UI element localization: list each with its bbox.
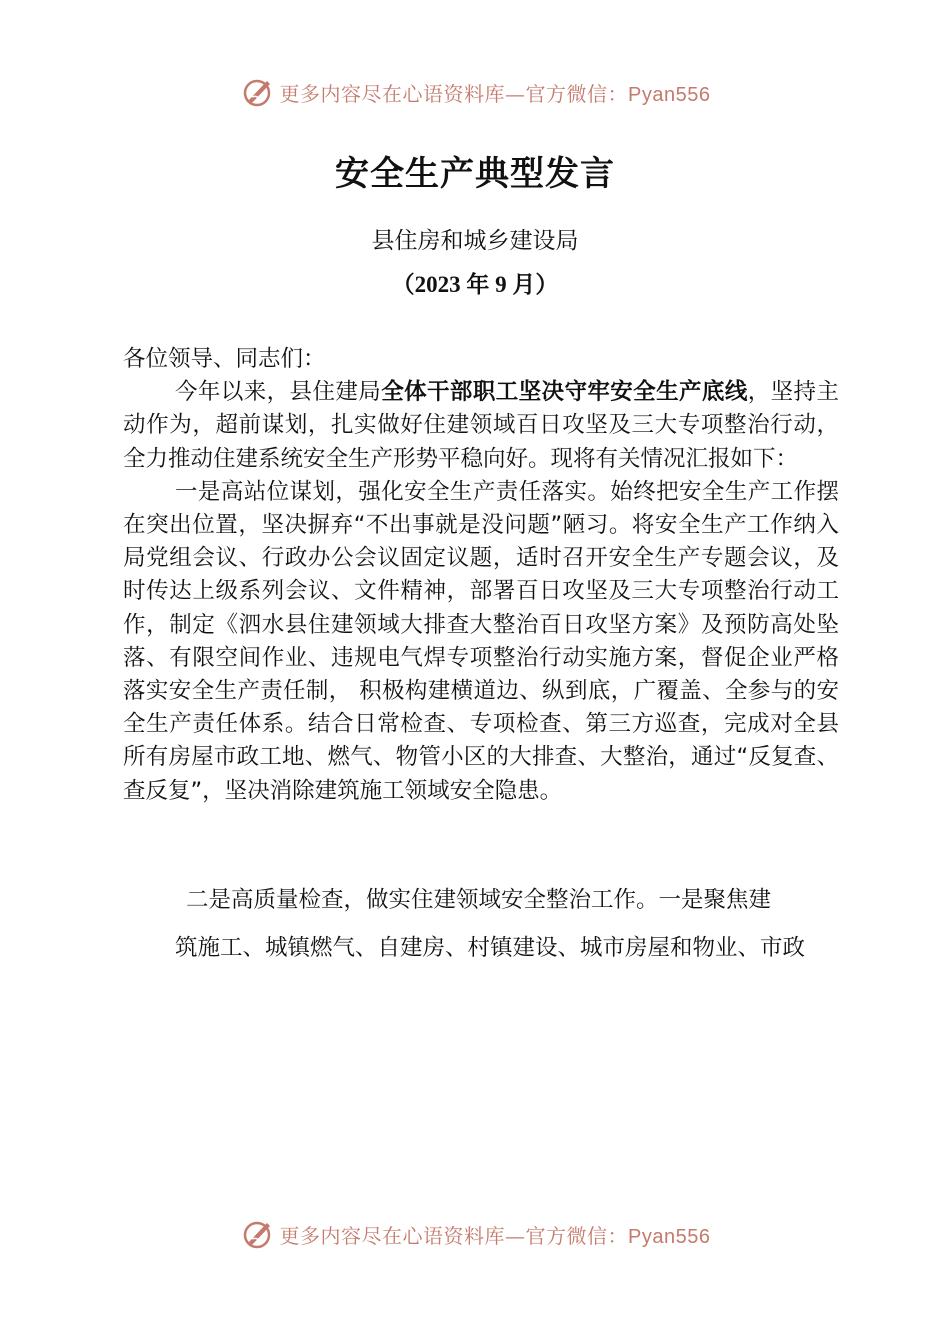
section-one-paragraph: 一是高站位谋划，强化安全生产责任落实。始终把安全生产工作摆在突出位置，坚决摒弃“不出事就是没问题”陋习。将安全生产工作纳入局党组会议、行政办公会议固定议题，适时召开安全生产专题会议，及时传达上级系列会议、文件精神，部署百日攻坚及三大专项整治行动工作，制定《泗水县住建领域大排查大整治百日攻坚方案》及预防高处坠落、有限空间作业、违规电气焊专项整治行动实施方案，督促企业严格落实安全生产责任制， 积极构建横道边、纵到底，广覆盖、全参与的安全生产责任体系。结合日常检查、专项检查、第三方巡查，完成对全县所有房屋市政工地、燃气、物管小区的大排查、大整治，通过“反复查、查反复”，坚决消除建筑施工领域安全隐患。: [123, 478, 839, 804]
document-date: （2023 年 9 月）: [391, 272, 559, 297]
pen-logo-icon: [240, 75, 274, 109]
watermark-text: 更多内容尽在心语资料库—官方微信：Pyan556: [279, 1223, 711, 1248]
document-title: 安全生产典型发言: [335, 154, 615, 194]
watermark-text: 更多内容尽在心语资料库—官方微信：Pyan556: [279, 81, 711, 106]
section-two-text-2: 筑施工、城镇燃气、自建房、村镇建设、城市房屋和物业、市政: [175, 935, 806, 961]
organization-name: 县住房和城乡建设局: [371, 228, 579, 254]
wechat-id: Pyan556: [628, 83, 711, 106]
section-two-line-2: [175, 932, 835, 965]
pen-logo-icon: [240, 1217, 274, 1251]
watermark-banner-bottom: [0, 1214, 950, 1254]
section-two-line-1: [186, 884, 846, 917]
intro-rest: ，坚持主动作为，超前谋划，扎实做好住建领域百日攻坚及三大专项整治行动，全力推动住建系统安全生产形势平稳向好。现将有关情况汇报如下：: [123, 379, 839, 472]
watermark-banner-top: [0, 72, 950, 112]
document-body: [123, 343, 839, 808]
intro-emphasis: 全体干部职工坚决守牢安全生产底线: [381, 379, 748, 406]
intro-paragraph: [123, 376, 839, 476]
wechat-id: Pyan556: [628, 1225, 711, 1248]
intro-lead: 今年以来，县住建局: [175, 379, 382, 406]
section-two-text-1: 二是高质量检查，做实住建领域安全整治工作。一是聚焦建: [186, 887, 772, 913]
salutation: 各位领导、同志们：: [123, 346, 326, 372]
